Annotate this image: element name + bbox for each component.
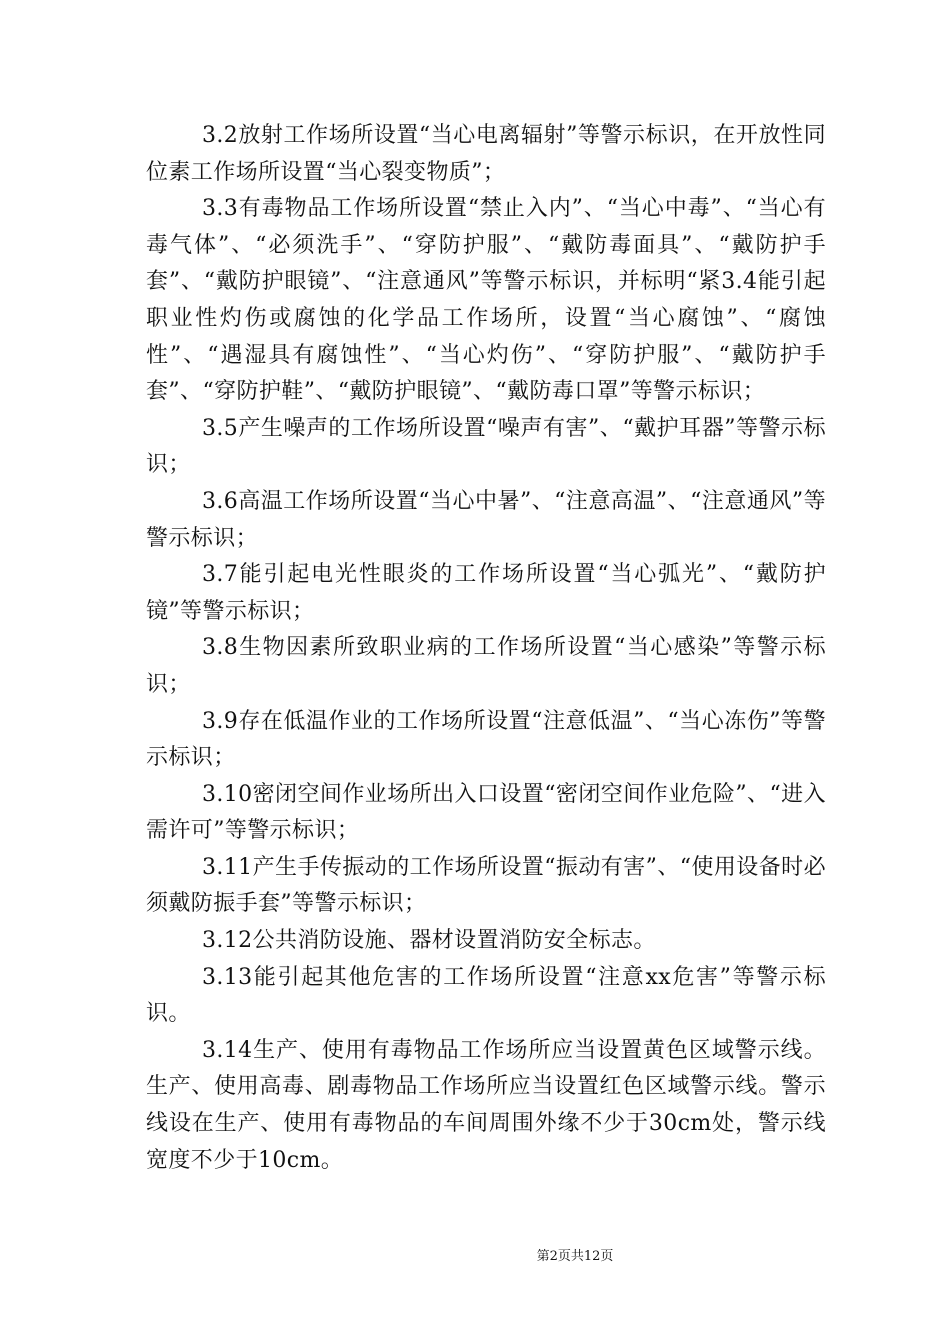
paragraph-3-13: 3.13能引起其他危害的工作场所设置“注意xx危害”等警示标识。 <box>146 964 826 1027</box>
page-footer <box>0 1248 950 1266</box>
paragraph-3-7: 3.7能引起电光性眼炎的工作场所设置“当心弧光”、“戴防护镜”等警示标识； <box>146 562 826 624</box>
footer-total-pages: 12 <box>583 1249 601 1264</box>
paragraph-3-12: 3.12公共消防设施、器材设置消防安全标志。 <box>202 928 656 954</box>
footer-suffix: 页 <box>600 1249 614 1264</box>
document-body <box>146 118 826 1179</box>
paragraph-3-5: 3.5产生噪声的工作场所设置“噪声有害”、“戴护耳器”等警示标识； <box>146 415 826 478</box>
paragraph-3-6: 3.6高温工作场所设置“当心中暑”、“注意高温”、“注意通风”等警示标识； <box>146 488 826 551</box>
paragraph-3-3: 3.3有毒物品工作场所设置“禁止入内”、“当心中毒”、“当心有毒气体”、“必须洗手”、“穿防护服”、“戴防毒面具”、“戴防护手套”、“戴防护眼镜”、“注意通风”等警示标识，并标明“紧3.4能引起职业性灼伤或腐蚀的化学品工作场所，设置“当心腐蚀”、“腐蚀性”、“遇湿具有腐蚀性”、“当心灼伤”、“穿防护服”、“戴防护手套”、“穿防护鞋”、“戴防护眼镜”、“戴防毒口罩”等警示标识； <box>146 196 826 405</box>
paragraph-3-14: 3.14生产、使用有毒物品工作场所应当设置黄色区域警示线。生产、使用高毒、剧毒物品工作场所应当设置红色区域警示线。警示线设在生产、使用有毒物品的车间周围外缘不少于30cm处，警示线宽度不少于10cm。 <box>146 1037 826 1173</box>
footer-middle: 页共 <box>557 1249 584 1264</box>
paragraph-3-2: 3.2放射工作场所设置“当心电离辐射”等警示标识，在开放性同位素工作场所设置“当心裂变物质”； <box>146 123 826 185</box>
footer-current-page: 2 <box>549 1249 558 1264</box>
paragraph-3-8: 3.8生物因素所致职业病的工作场所设置“当心感染”等警示标识； <box>146 635 826 697</box>
paragraph-3-9: 3.9存在低温作业的工作场所设置“注意低温”、“当心冻伤”等警示标识； <box>146 708 826 771</box>
footer-prefix: 第 <box>536 1249 550 1264</box>
paragraph-3-11: 3.11产生手传振动的工作场所设置“振动有害”、“使用设备时必须戴防振手套”等警示标识； <box>146 854 826 917</box>
paragraph-3-10: 3.10密闭空间作业场所出入口设置“密闭空间作业危险”、“进入需许可”等警示标识； <box>146 781 826 844</box>
